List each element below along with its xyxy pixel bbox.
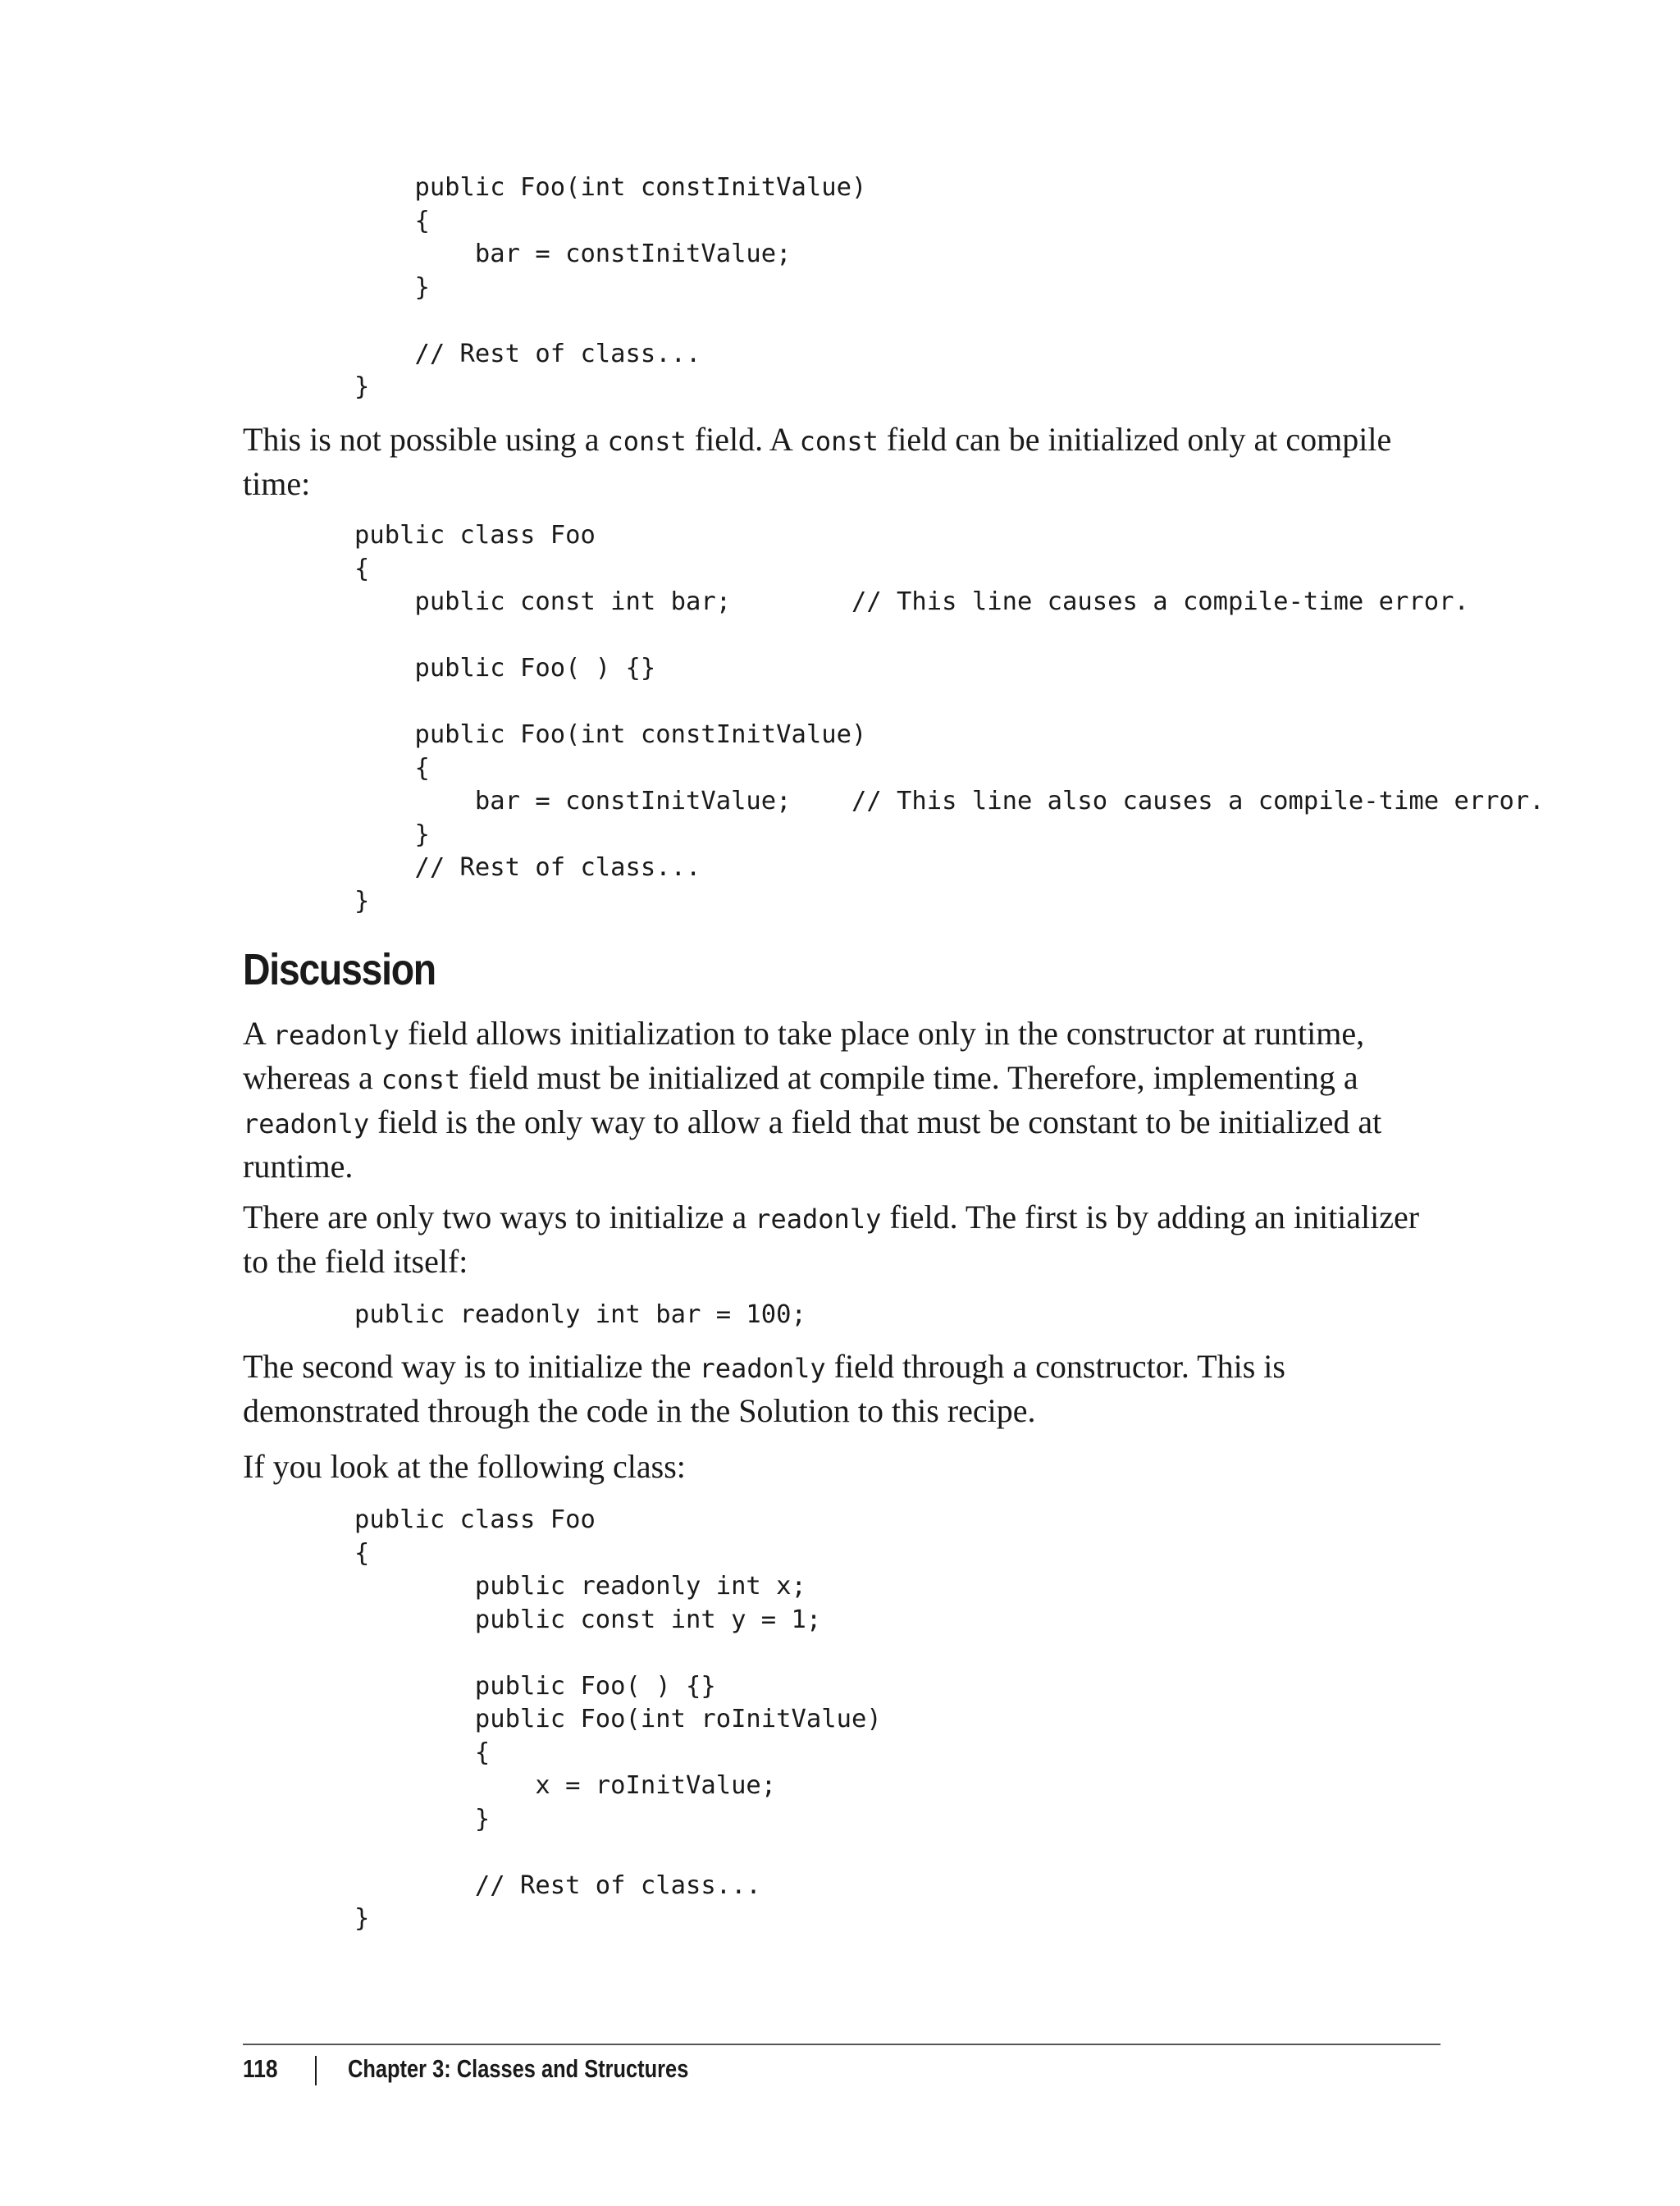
inline-code: const [799,426,879,457]
code-block-readonly-class: public class Foo { public readonly int x; public const int y = 1; public Foo( ) {} public Foo(int roInitValue) { x = roInitValue; } // Rest of class... } [354,1505,882,1933]
footer-separator [315,2056,317,2085]
inline-code: const [381,1064,461,1095]
inline-code: readonly [755,1203,882,1235]
page-number: 118 [243,2054,278,2083]
text-run: field. The first is by adding an initializer to the field itself: [243,1199,1420,1280]
code-block-const-errors: public class Foo { public const int bar; // This line causes a compile-time error. public Foo( ) {} public Foo(int constInitValue) { bar = constInitValue; // This line also causes a compile-time error. } // Rest of class... } [354,521,1545,916]
section-heading-discussion: Discussion [243,945,436,994]
paragraph-two-ways [243,1196,1440,1282]
inline-code: const [607,426,687,457]
inline-code: readonly [272,1020,399,1051]
text-run: field through a constructor. This is demonstrated through the code in the Solution to this recipe. [243,1348,1285,1429]
text-run: The second way is to initialize the [243,1348,700,1385]
inline-code: readonly [243,1108,370,1140]
footer-divider [243,2044,1440,2045]
paragraph-readonly-vs-const [243,1012,1440,1187]
paragraph-following-class: If you look at the following class: [243,1448,686,1485]
chapter-title: Chapter 3: Classes and Structures [348,2054,689,2083]
code-block-constructor-tail: public Foo(int constInitValue) { bar = constInitValue; } // Rest of class... } [354,173,867,401]
text-run: field is the only way to allow a field that must be constant to be initialized at runtime. [243,1103,1382,1185]
text-run: This is not possible using a [243,421,608,458]
text-run: field allows initialization to take place only in the constructor at runtime, whereas a [243,1015,1365,1096]
text-run: field can be initialized only at compile time: [243,421,1392,502]
text-run: field. A [686,421,800,458]
inline-code: readonly [699,1353,826,1384]
text-run: A [243,1015,273,1052]
paragraph-second-way [243,1345,1440,1432]
paragraph-const-not-possible [243,418,1440,505]
text-run: field must be initialized at compile time. Therefore, implementing a [460,1059,1358,1096]
page-footer [243,2051,764,2087]
text-run: There are only two ways to initialize a [243,1199,756,1235]
code-block-initializer: public readonly int bar = 100; [354,1300,806,1329]
